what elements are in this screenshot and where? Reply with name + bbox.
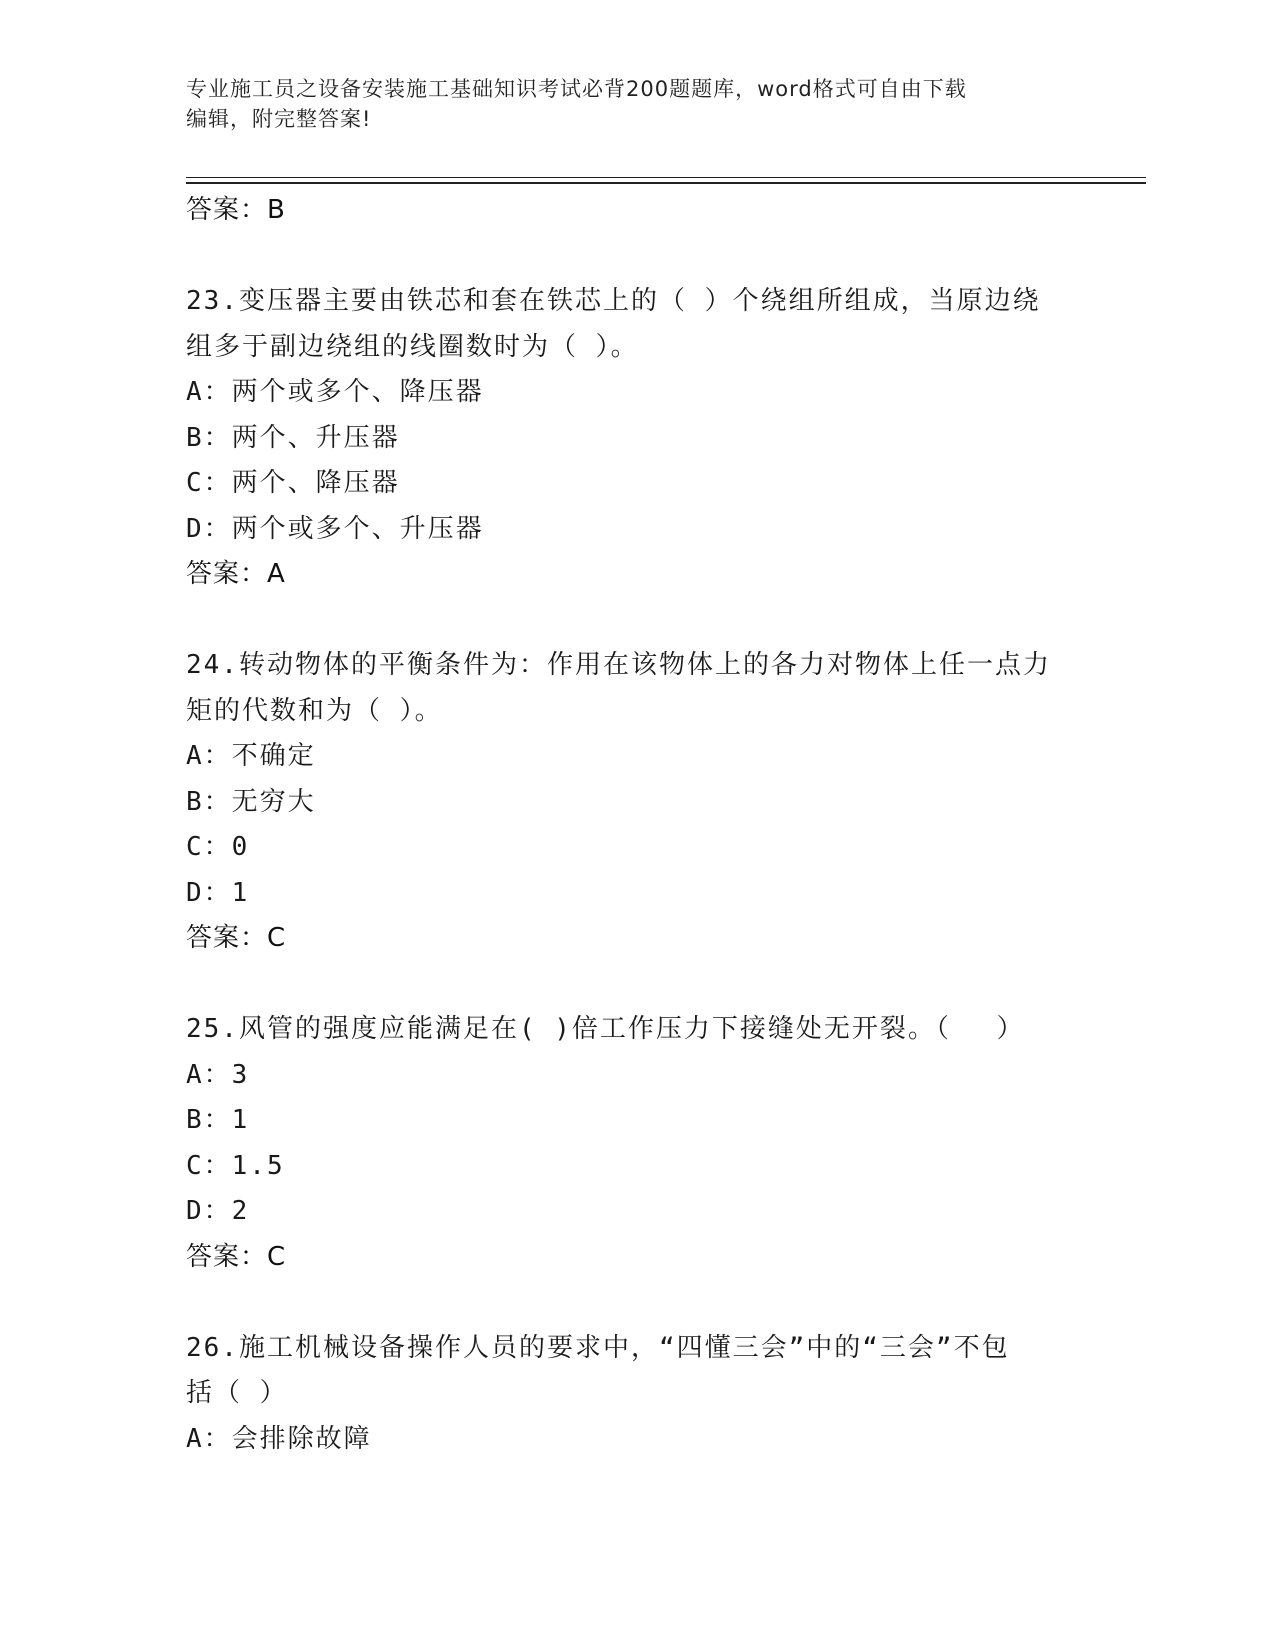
question-list <box>186 188 1076 1462</box>
question-24-option-d: D：1 <box>186 877 250 908</box>
spacer <box>186 962 1076 1008</box>
question-23-option-b: B：两个、升压器 <box>186 422 400 453</box>
question-25-text-line-1: 25.风管的强度应能满足在( )倍工作压力下接缝处无开裂。（ ） <box>186 1014 1025 1044</box>
question-25-option-c: C：1.5 <box>186 1150 285 1181</box>
question-26-text-line-2: 括（ ） <box>186 1378 288 1408</box>
question-25-option-d: D：2 <box>186 1196 250 1226</box>
answer-q23: 答案：A <box>186 559 286 589</box>
question-26-option-a: A：会排除故障 <box>186 1423 372 1454</box>
question-23-text-line-2: 组多于副边绕组的线圈数时为（ ）。 <box>186 331 639 362</box>
question-26-text-line-1: 26.施工机械设备操作人员的要求中，“四懂三会”中的“三会”不包 <box>186 1332 1010 1363</box>
question-24-text-line-1: 24.转动物体的平衡条件为：作用在该物体上的各力对物体上任一点力 <box>186 650 1051 680</box>
spacer <box>186 598 1076 644</box>
answer-q24: 答案：C <box>186 923 287 953</box>
question-23-option-c: C：两个、降压器 <box>186 468 400 498</box>
document-header <box>186 74 1066 134</box>
question-24-text-line-2: 矩的代数和为（ ）。 <box>186 695 443 726</box>
question-25 <box>186 1007 1076 1280</box>
question-25-option-b: B：1 <box>186 1105 250 1135</box>
question-23-text-line-1: 23.变压器主要由铁芯和套在铁芯上的（ ）个绕组所组成，当原边绕 <box>186 286 1041 316</box>
answer-q22: 答案：B <box>186 195 286 225</box>
header-divider-thin <box>186 177 1146 178</box>
question-23 <box>186 279 1076 598</box>
question-23-option-a: A：两个或多个、降压器 <box>186 377 484 407</box>
header-line-2: 编辑，附完整答案! <box>186 107 372 131</box>
question-24-option-a: A：不确定 <box>186 741 316 771</box>
question-24-option-b: B：无穷大 <box>186 786 316 817</box>
question-26 <box>186 1326 1076 1463</box>
spacer <box>186 1280 1076 1326</box>
question-24-option-c: C：0 <box>186 832 250 862</box>
header-divider-thick <box>186 182 1146 184</box>
question-23-option-d: D：两个或多个、升压器 <box>186 513 484 544</box>
question-25-option-a: A：3 <box>186 1059 250 1090</box>
spacer <box>186 234 1076 280</box>
question-24 <box>186 643 1076 962</box>
answer-q25: 答案：C <box>186 1241 287 1272</box>
header-line-1: 专业施工员之设备安装施工基础知识考试必背200题题库，word格式可自由下载 <box>186 77 967 101</box>
